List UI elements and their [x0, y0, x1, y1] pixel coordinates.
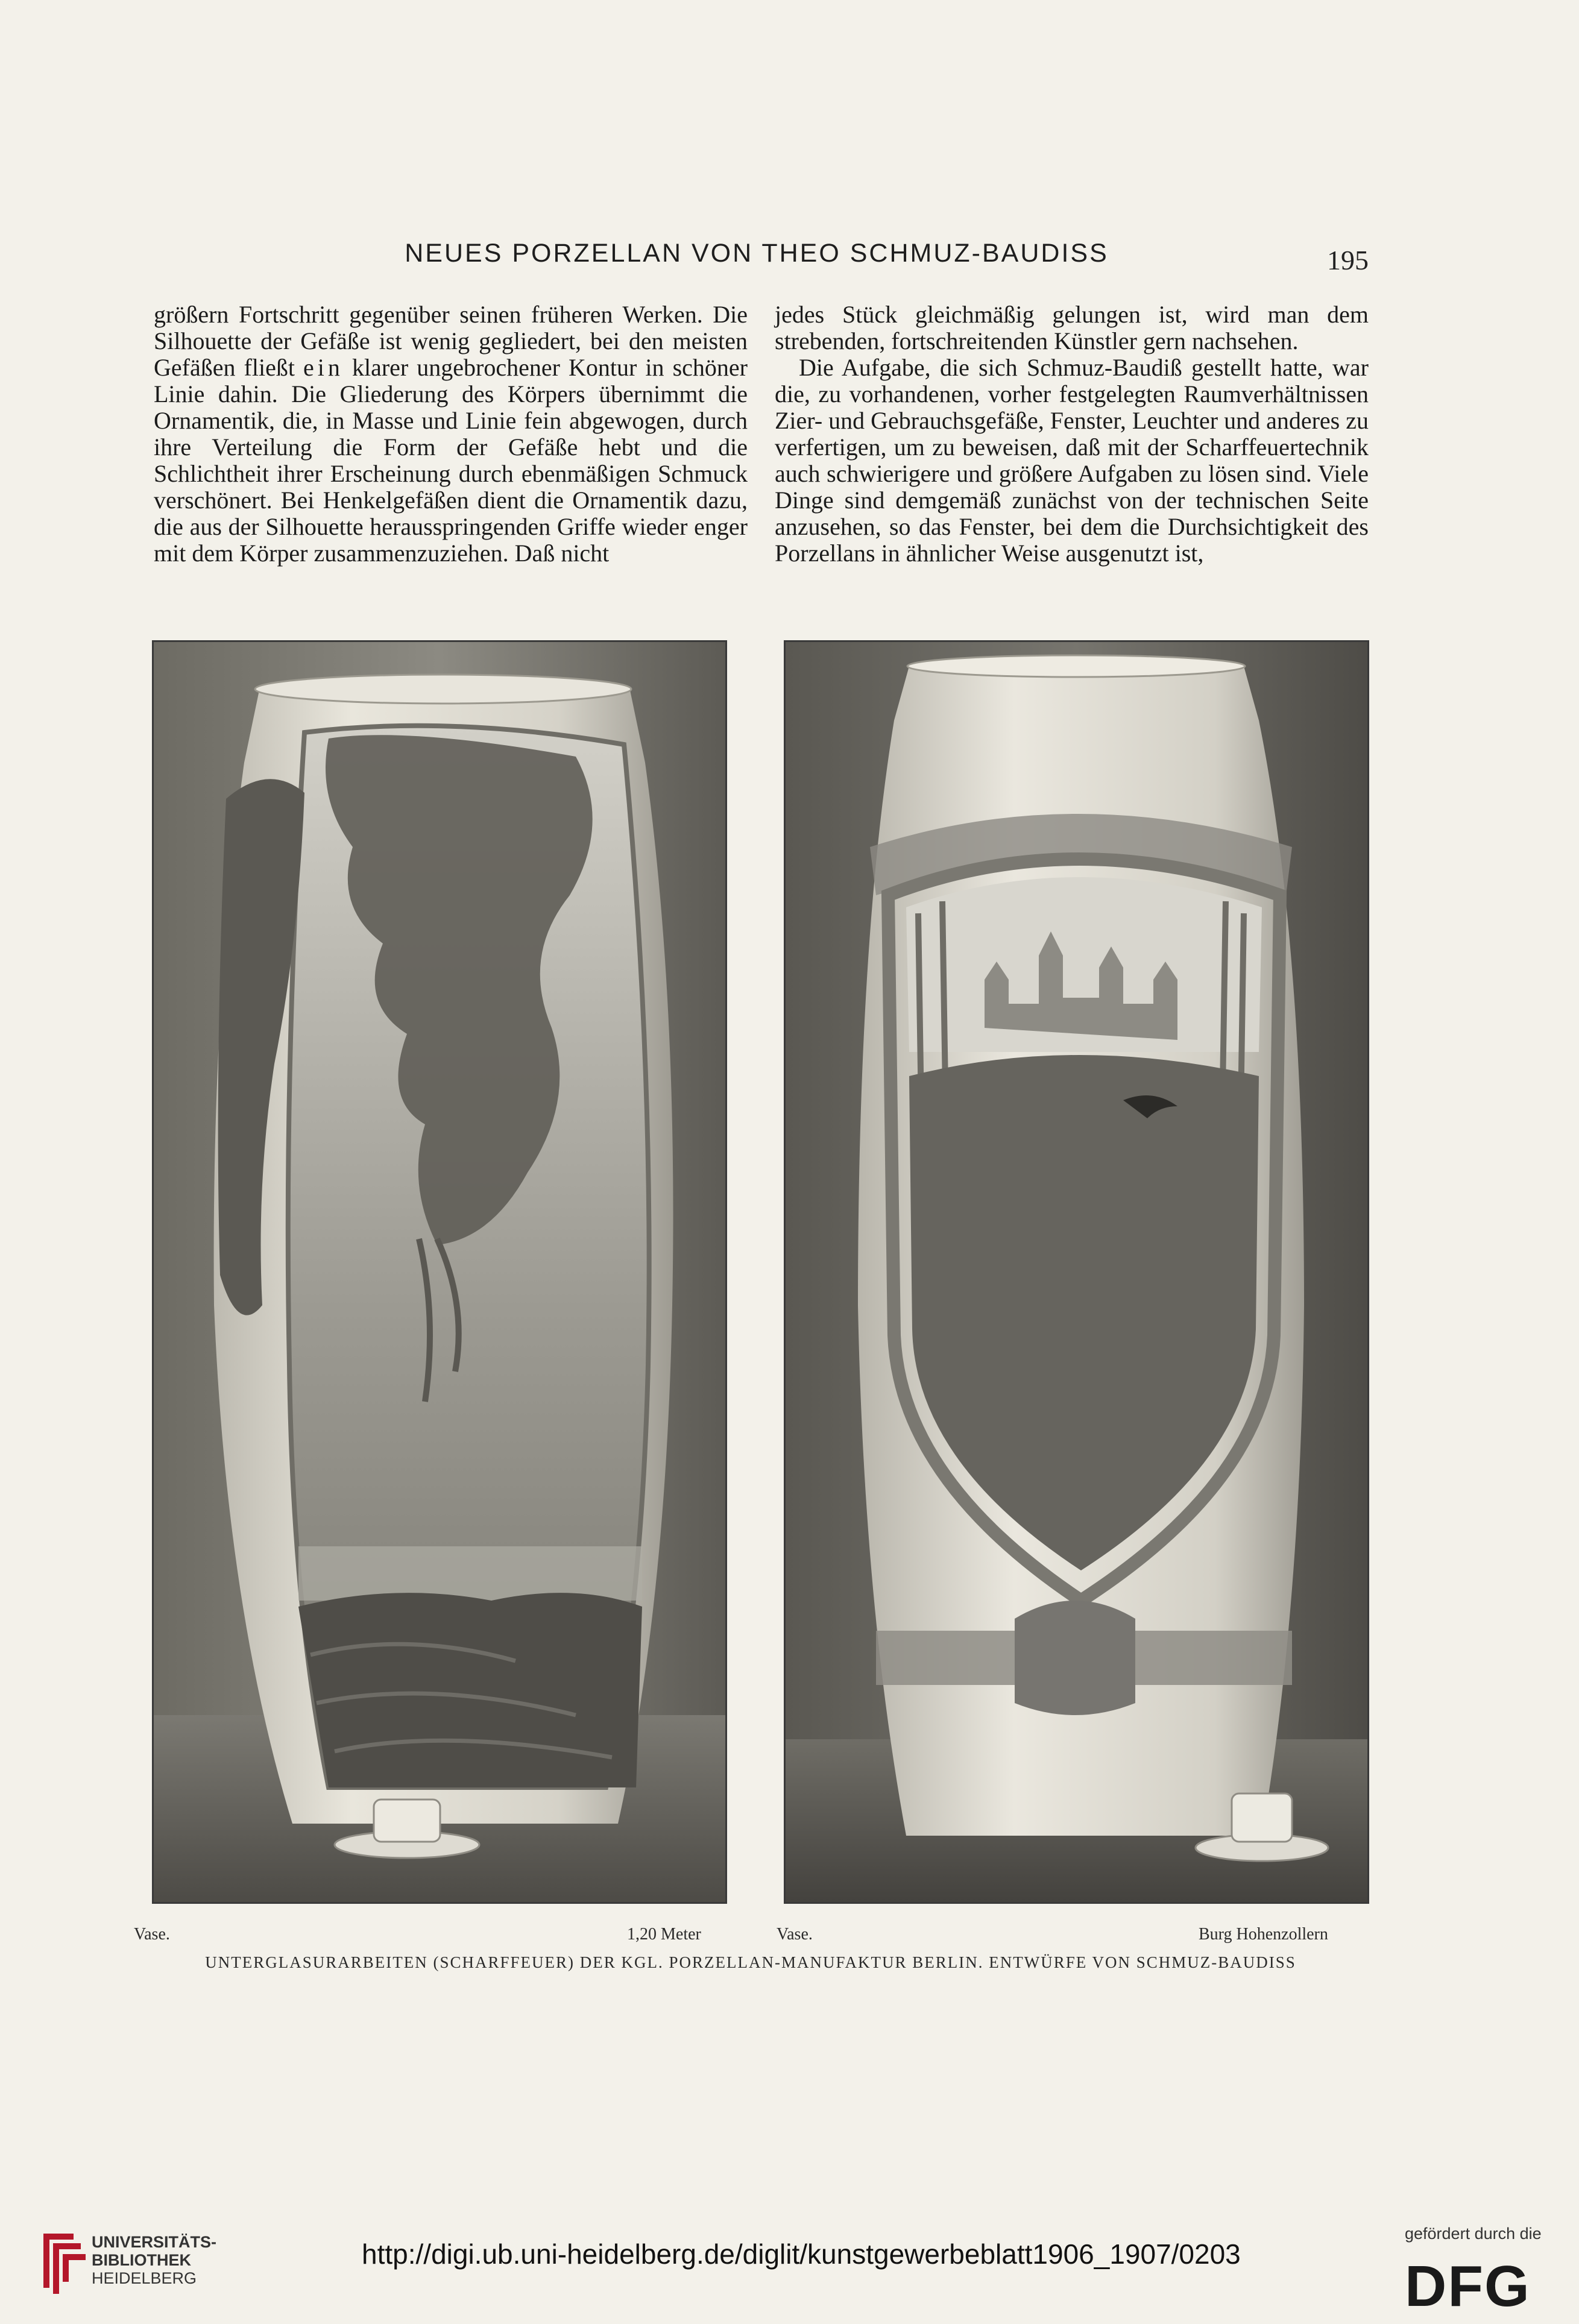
figure-note-left: 1,20 Meter — [627, 1925, 701, 1944]
paragraph — [154, 301, 748, 567]
funding-note: gefördert durch die — [1405, 2225, 1542, 2243]
figure-label-left: Vase. — [134, 1925, 170, 1944]
library-name-line: HEIDELBERG — [92, 2269, 197, 2287]
library-logo-icon — [37, 2228, 87, 2297]
running-title: NEUES PORZELLAN VON THEO SCHMUZ-BAUDISS — [405, 239, 1109, 268]
text-column-left — [154, 301, 748, 567]
permalink[interactable]: http://digi.ub.uni-heidelberg.de/diglit/kunstgewerbeblatt1906_1907/0203 — [362, 2238, 1241, 2270]
vase-landscape-illustration — [154, 642, 725, 1902]
library-name-line: BIBLIOTHEK — [92, 2251, 191, 2269]
paragraph: Die Aufgabe, die sich Schmuz-Baudiß gestellt hatte, war die, zu vorhandenen, vorher festgelegten Raumverhältnissen Zier- und Gebrauchsgefäße, Fenster, Leuchter und anderes zu verfertigen, um zu beweisen, daß mit der Scharffeuertechnik auch schwierigere und größere Aufgaben zu lösen sind. Viele Dinge sind demgemäß zunächst von der technischen Seite anzusehen, so das Fenster, bei dem die Durchsichtigkeit des Porzellans in ähnlicher Weise ausgenutzt ist, — [775, 354, 1369, 567]
text-column-right — [775, 301, 1369, 567]
photo-vase-castle — [784, 640, 1369, 1904]
paragraph: jedes Stück gleichmäßig gelungen ist, wird man dem strebenden, fortschreitenden Künstler gern nachsehen. — [775, 301, 1369, 354]
dfg-logo: DFG — [1405, 2254, 1531, 2319]
text-run: größern Fortschritt gegenüber seinen früheren Werken. Die Silhouette der Gefäße ist wenig gegliedert, bei den meisten Gefäßen fließt — [154, 301, 748, 381]
figure-caption: UNTERGLASURARBEITEN (SCHARFFEUER) DER KGL. PORZELLAN-MANUFAKTUR BERLIN. ENTWÜRFE VON SCHMUZ-BAUDISS — [205, 1953, 1296, 1971]
text-run: klarer ungebrochener Kontur in schöner Linie dahin. Die Gliederung des Körpers übernimmt die Ornamentik, die, in Masse und Linie fein abgewogen, durch ihre Verteilung die Form der Gefäße hebt und die Schlichtheit ihrer Erscheinung durch ebenmäßigen Schmuck verschönert. Bei Henkelgefäßen dient die Ornamentik dazu, die aus der Silhouette herausspringenden Griffe wieder enger mit dem Körper zusammenzuziehen. Daß nicht — [154, 354, 748, 567]
vase-castle-illustration — [786, 642, 1367, 1902]
spaced-word: ein — [303, 354, 344, 381]
library-name-line: UNIVERSITÄTS- — [92, 2233, 217, 2251]
figure-note-right: Burg Hohenzollern — [1199, 1925, 1328, 1944]
photo-vase-landscape — [152, 640, 727, 1904]
figure-label-right: Vase. — [777, 1925, 813, 1944]
library-name — [92, 2233, 216, 2287]
page-number: 195 — [1327, 245, 1369, 276]
